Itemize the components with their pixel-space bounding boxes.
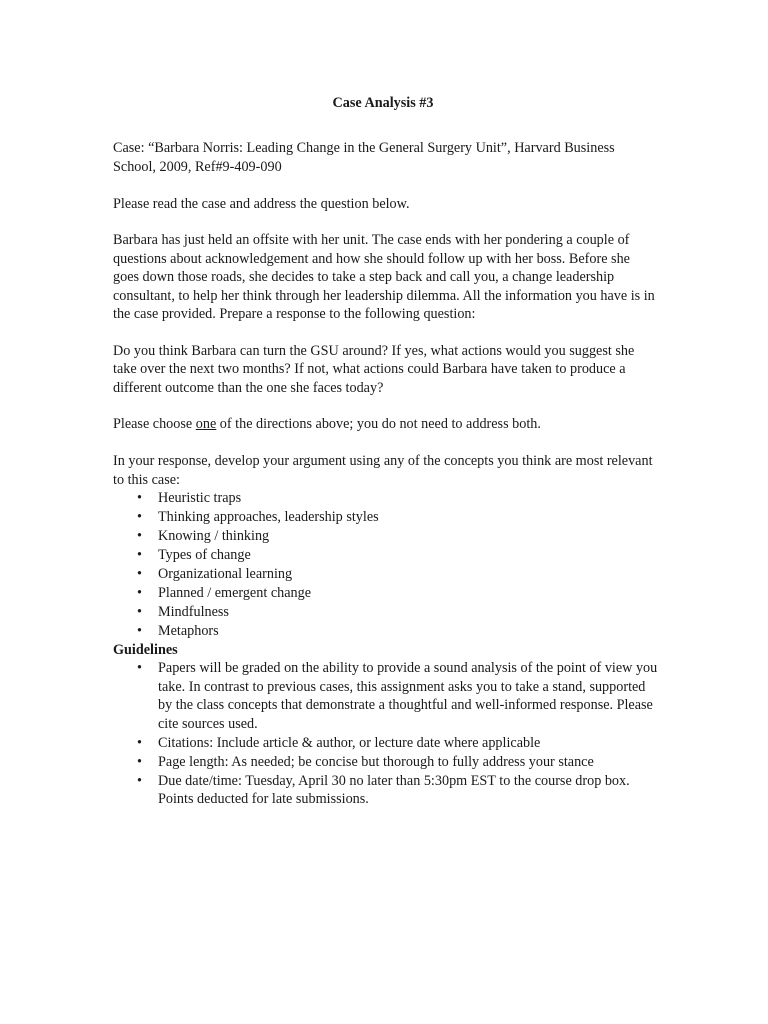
instruction-text: Please read the case and address the question below. <box>113 195 410 212</box>
concept-label: Mindfulness <box>158 604 229 621</box>
bullet-icon: • <box>137 660 142 677</box>
scenario-paragraph: Barbara has just held an offsite with her unit. The case ends with her pondering a couple of questions about acknowledgement and how she should follow up with her boss. Before she goes down those roads, she decides to take a step back and call you, a change leadership consultant, to help her think through her leadership dilemma. All the information you have is in the case provided. Prepare a response to the following question: <box>113 232 655 323</box>
concepts-list <box>113 489 658 640</box>
list-item <box>137 508 658 526</box>
bullet-icon: • <box>137 772 142 789</box>
concept-label: Thinking approaches, leadership styles <box>158 509 379 526</box>
document-page <box>113 94 658 809</box>
list-item <box>137 734 658 752</box>
concept-label: Organizational learning <box>158 566 293 583</box>
concept-label: Knowing / thinking <box>158 528 270 545</box>
list-item <box>137 584 658 602</box>
list-item <box>137 527 658 545</box>
guidelines-heading: Guidelines <box>113 642 178 659</box>
bullet-icon: • <box>137 566 142 583</box>
bullet-icon: • <box>137 509 142 526</box>
list-item <box>137 753 658 771</box>
bullet-icon: • <box>137 734 142 751</box>
guideline-text: Citations: Include article & author, or lecture date where applicable <box>158 734 541 751</box>
choose-after: of the directions above; you do not need to address both. <box>216 416 541 433</box>
bullet-icon: • <box>137 547 142 564</box>
list-item <box>137 546 658 564</box>
question-paragraph: Do you think Barbara can turn the GSU around? If yes, what actions would you suggest she take over the next two months? If not, what actions could Barbara have taken to produce a different outcome than the one she faces today? <box>113 342 635 396</box>
list-item <box>137 772 658 809</box>
bullet-icon: • <box>137 623 142 640</box>
guidelines-list <box>113 659 658 808</box>
bullet-icon: • <box>137 753 142 770</box>
concept-label: Metaphors <box>158 623 219 640</box>
list-item <box>137 489 658 507</box>
list-item <box>137 659 658 733</box>
choose-underlined: one <box>195 416 217 433</box>
choose-direction-text <box>113 415 658 433</box>
bullet-icon: • <box>137 585 142 602</box>
concept-label: Planned / emergent change <box>158 585 311 602</box>
guideline-text: Page length: As needed; be concise but thorough to fully address your stance <box>158 753 594 770</box>
document-title: Case Analysis #3 <box>332 95 434 111</box>
list-item <box>137 622 658 640</box>
bullet-icon: • <box>137 528 142 545</box>
concept-label: Heuristic traps <box>158 490 242 507</box>
list-item <box>137 603 658 621</box>
guideline-text: Due date/time: Tuesday, April 30 no later than 5:30pm EST to the course drop box. Points deducted for late submissions. <box>158 772 630 808</box>
bullet-icon: • <box>137 604 142 621</box>
response-intro: In your response, develop your argument using any of the concepts you think are most relevant to this case: <box>113 453 653 488</box>
guideline-text: Papers will be graded on the ability to provide a sound analysis of the point of view you take. In contrast to previous cases, this assignment asks you to take a stand, supported by the class concepts that demonstrate a thoughtful and well-informed response. Please cite sources used. <box>158 660 658 732</box>
bullet-icon: • <box>137 490 142 507</box>
choose-before: Please choose <box>113 416 196 433</box>
concept-label: Types of change <box>158 547 251 564</box>
list-item <box>137 565 658 583</box>
case-reference: Case: “Barbara Norris: Leading Change in the General Surgery Unit”, Harvard Business School, 2009, Ref#9-409-090 <box>113 140 615 175</box>
